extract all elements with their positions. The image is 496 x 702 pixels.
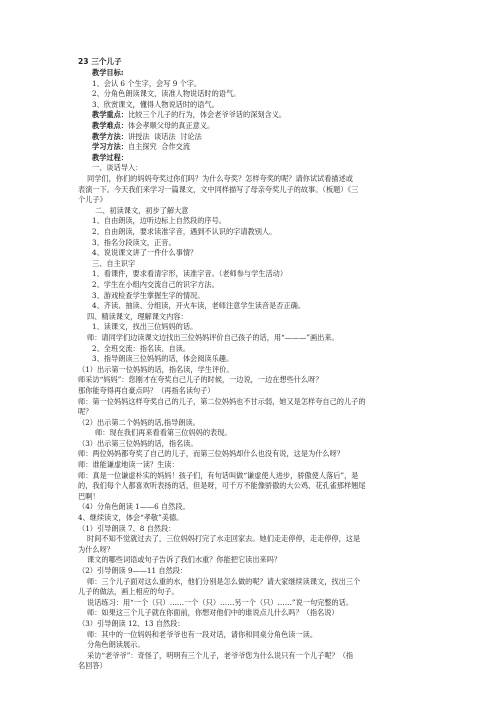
list-item: 1、读课文，找出三位妈妈的话。 — [92, 322, 198, 332]
paragraph-line: 同学们，你们的妈妈夸奖过你们吗？为什么夸奖？怎样夸奖的呢？请你试试看描述或 — [87, 174, 353, 184]
paragraph-line: 师采访“妈妈”：您刚才在夸奖自己儿子的时候，一边说，一边在想些什么呀？ — [78, 375, 323, 385]
method-line — [78, 132, 440, 143]
list-item: 4、齐读、抽读、分组读，开火车读，老师注意学生读音是否正确。 — [92, 301, 306, 311]
learning-line — [78, 142, 440, 153]
section-heading: 四、精读课文，理解课文内容： — [87, 311, 188, 321]
paragraph-line: 师：真是一位谦虚朴实的妈妈！孩子们，有句话叫做“谦虚使人进步，骄傲使人落后”，是 — [78, 470, 359, 480]
list-item: 3、指名分段读文，正音。 — [92, 237, 176, 247]
key-point-text: 比较三个儿子的行为，体会老爷爷话的深刻含义。 — [127, 110, 287, 120]
difficulty-text: 体会孝顺父母的真正意义。 — [127, 121, 215, 131]
lesson-title: 23 三个儿子 — [78, 57, 122, 66]
paragraph-line: 采访“老爷爷”：奇怪了，明明有三个儿子，老爷爷您为什么说只有一个儿子呢？（指 — [87, 650, 354, 660]
paragraph-line: 的，我们每个人都喜欢听表扬的话，但是呀，可千万不能像骄傲的大公鸡、花孔雀那样翘尾 — [78, 481, 366, 491]
paragraph-line: 师：第一位妈妈这样夸奖自己的儿子，第二位妈妈也不甘示弱，她又是怎样夸自己的儿子的 — [78, 396, 366, 406]
list-item: 2、全班交流：指名读、自读。 — [92, 343, 191, 353]
paragraph-line: 名回答） — [78, 661, 107, 671]
paragraph-line: （2）出示第二个妈妈的话,指导朗读。 — [78, 417, 200, 427]
paragraph-line: 儿子的做法，画上相应的句子。 — [78, 587, 179, 597]
method-label: 教学方法： — [92, 131, 128, 141]
section-heading: 二、初读课文，初步了解大意 — [95, 205, 189, 215]
paragraph-line: 说话练习：用“一个（只）……一个（只）……另一个（只）……”说一句完整的话。 — [87, 597, 354, 607]
paragraph-line: 巴啊！ — [78, 491, 100, 501]
objective-item: 2、分角色朗读课文，读准人物说话时的语气。 — [92, 89, 241, 99]
process-heading: 教学过程： — [92, 152, 128, 162]
list-item: 3、指导朗读三位妈妈的话，体会阅读乐趣。 — [92, 354, 234, 364]
paragraph-line: 师：现在我们再来看看第三位妈妈的表现。 — [95, 428, 232, 438]
key-point-label: 教学重点： — [92, 110, 128, 120]
difficulty-line — [78, 121, 440, 132]
learning-text: 自主探究 合作交流 — [127, 142, 191, 152]
list-item: 2、学生在小组内交流自己的识字方法。 — [92, 279, 219, 289]
learning-label: 学习方法： — [92, 142, 128, 152]
paragraph-line: 师：两位妈妈都夸奖了自己的儿子，而第三位妈妈却什么也没有说，这是为什么呀？ — [78, 449, 344, 459]
paragraph-line: 4、继续读文，体会“孝敬”美德。 — [78, 513, 184, 523]
paragraph-line: 师：其中的一位妈妈和老爷爷也有一段对话，请你和同桌分角色读一读。 — [87, 629, 318, 639]
objective-item: 3、欣赏课文，懂得人物说话时的语气。 — [92, 99, 219, 109]
paragraph-line: 分角色朗读展示。 — [87, 640, 145, 650]
paragraph-line: 课文的哪些词语或句子告诉了我们水重？你能把它读出来吗？ — [87, 555, 282, 565]
paragraph-line: （1）出示第一位妈妈的话，指名读，学生评价。 — [78, 364, 234, 374]
objective-item: 1、会认 6 个生字，会写 9 个字。 — [92, 78, 202, 88]
paragraph-line: 表演一下。今天我们来学习一篇课文，文中同样描写了母亲夸奖儿子的故事。（板题）《三 — [78, 184, 359, 194]
list-item: 3、游戏检查学生掌握生字的情况。 — [92, 290, 205, 300]
key-point-line — [78, 110, 440, 121]
paragraph-line: 师：如果这三个儿子就在你面前，你想对他们中的谁说点儿什么吗？（指名说） — [87, 608, 339, 618]
document-body — [78, 57, 440, 672]
paragraph-line: 时间不知不觉就过去了，三位妈妈打完了水走回家去。她们走走停停，走走停停，这是 — [87, 534, 361, 544]
paragraph-line: （3）出示第三位妈妈的话，指名读。 — [78, 438, 198, 448]
objectives-heading: 教学目标: — [92, 68, 124, 78]
paragraph-line: （3）引导朗读 12、13 自然段： — [78, 618, 185, 628]
list-item: 4、说说课文讲了一件什么事情？ — [92, 248, 198, 258]
paragraph-line: （2）引导朗读 9——11 自然段： — [78, 566, 188, 575]
list-item: 1、看课件，要求看清字形，读准字音。（老师参与学生活动） — [92, 269, 288, 279]
difficulty-label: 教学难点： — [92, 121, 128, 131]
paragraph-line: 师：请同学们边读课文边找出三位妈妈评价自己孩子的话，用“———”画出来。 — [87, 332, 339, 342]
list-item: 1、自由朗读，边听边标上自然段的序号。 — [92, 216, 226, 226]
paragraph-line: 呢？ — [78, 407, 93, 417]
paragraph-line: 师：谁能谦虚地读一读？生读： — [78, 460, 179, 470]
paragraph-line: 个儿子》 — [78, 195, 107, 205]
section-heading: 三、自主识字 — [92, 258, 136, 268]
paragraph-line: 师：三个儿子面对这么重的水，他们分别是怎么做的呢？请大家继续读课文，找出三个 — [87, 576, 361, 586]
paragraph-line: （4）分角色朗读 1——6 自然段。 — [78, 502, 190, 512]
paragraph-line: （1）引导朗读 7、8 自然段： — [78, 523, 176, 533]
section-heading: 一、谈话导入： — [92, 163, 143, 173]
paragraph-line: 为什么呀？ — [78, 544, 114, 554]
list-item: 2、自由朗读，要求读准字音，遇到不认识的字请教别人。 — [92, 227, 277, 236]
method-text: 讲授法 谈话法 讨论法 — [127, 131, 202, 141]
paragraph-line: 那你能夸得再自豪点吗？（再指名读句子） — [78, 385, 215, 395]
